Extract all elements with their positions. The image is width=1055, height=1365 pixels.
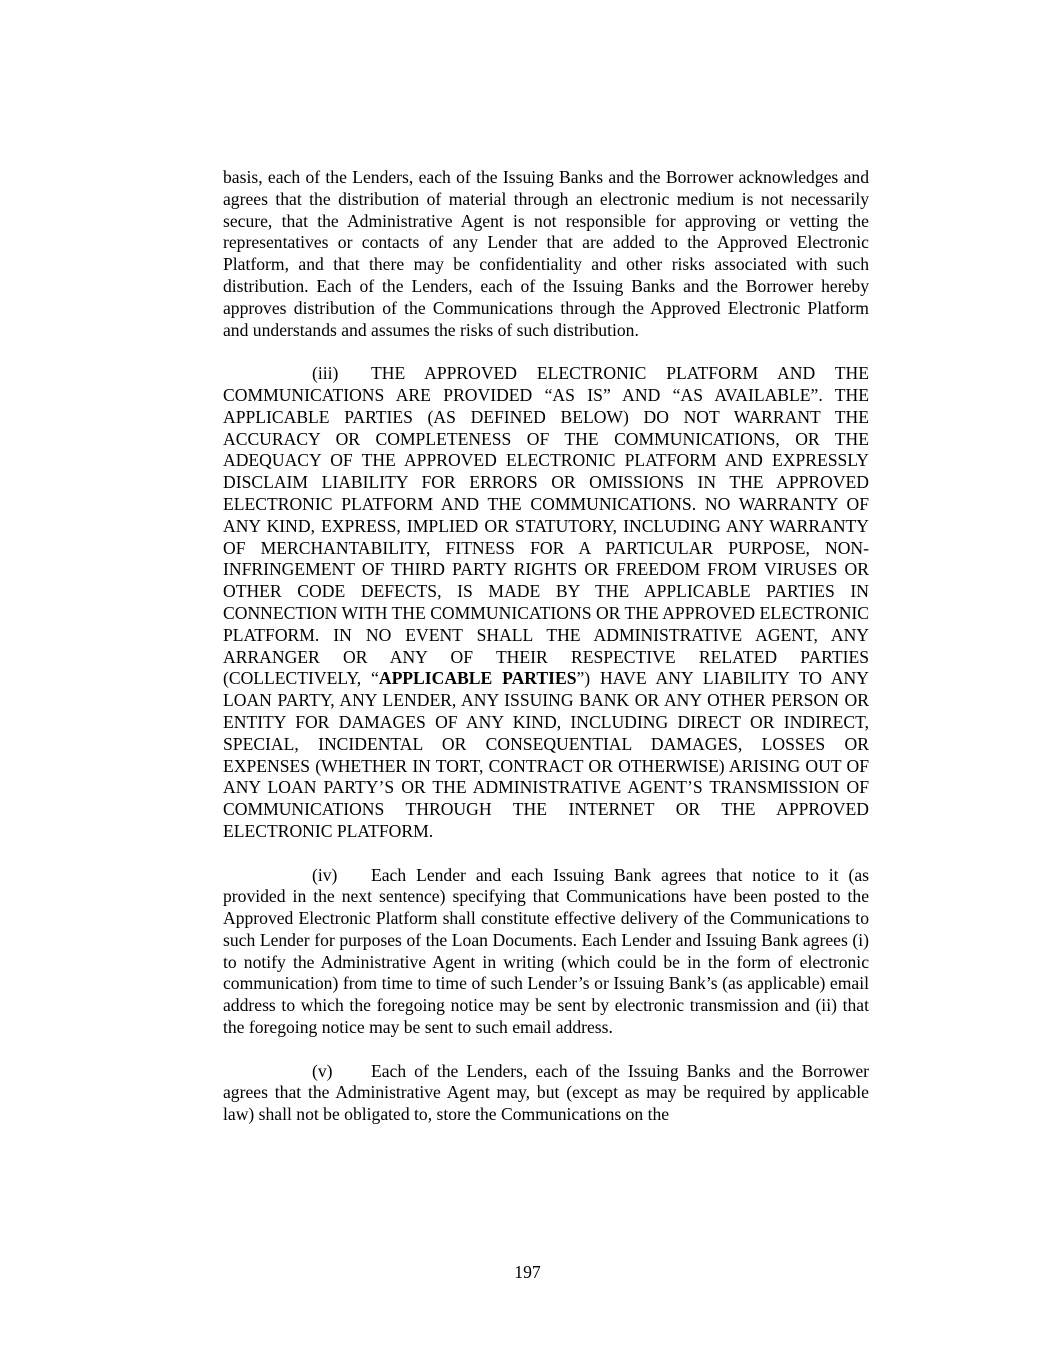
clause-label-v: (v) [312, 1060, 333, 1081]
clause-v-text: Each of the Lenders, each of the Issuing Banks and the Borrower agrees that the Administrative Agent may, but (except as may be required by applicable law) shall not be obligated to, store the Communications on the [223, 1060, 869, 1125]
clause-label-iii: (iii) [312, 363, 339, 384]
clause-iii-text-b: ”) HAVE ANY LIABILITY TO ANY LOAN PARTY, ANY LENDER, ANY ISSUING BANK OR ANY OTHER PERSON OR ENTITY FOR DAMAGES OF ANY KIND, INCLUDING DIRECT OR INDIRECT, SPECIAL, INCIDENTAL OR CONSEQUENTIAL DAMAGES, LOSSES OR EXPENSES (WHETHER IN TORT, CONTRACT OR OTHERWISE) ARISING OUT OF ANY LOAN PARTY’S OR THE ADMINISTRATIVE AGENT’S TRANSMISSION OF COMMUNICATIONS THROUGH THE INTERNET OR THE APPROVED ELECTRONIC PLATFORM. [223, 668, 869, 841]
clause-iii-text-a: THE APPROVED ELECTRONIC PLATFORM AND THE COMMUNICATIONS ARE PROVIDED “AS IS” AND “AS AVAILABLE”. THE APPLICABLE PARTIES (AS DEFINED BELOW) DO NOT WARRANT THE ACCURACY OR COMPLETENESS OF THE COMMUNICATIONS, OR THE ADEQUACY OF THE APPROVED ELECTRONIC PLATFORM AND EXPRESSLY DISCLAIM LIABILITY FOR ERRORS OR OMISSIONS IN THE APPROVED ELECTRONIC PLATFORM AND THE COMMUNICATIONS. NO WARRANTY OF ANY KIND, EXPRESS, IMPLIED OR STATUTORY, INCLUDING ANY WARRANTY OF MERCHANTABILITY, FITNESS FOR A PARTICULAR PURPOSE, NON-INFRINGEMENT OF THIRD PARTY RIGHTS OR FREEDOM FROM VIRUSES OR OTHER CODE DEFECTS, IS MADE BY THE APPLICABLE PARTIES IN CONNECTION WITH THE COMMUNICATIONS OR THE APPROVED ELECTRONIC PLATFORM. IN NO EVENT SHALL THE ADMINISTRATIVE AGENT, ANY ARRANGER OR ANY OF THEIR RESPECTIVE RELATED PARTIES (COLLECTIVELY, “ [223, 363, 869, 689]
clause-label-iv: (iv) [312, 864, 338, 885]
defined-term-applicable-parties: APPLICABLE PARTIES [378, 668, 577, 689]
paragraph-iv-notice [223, 865, 869, 1039]
clause-iv-text: Each Lender and each Issuing Bank agrees that notice to it (as provided in the next sentence) specifying that Communications have been posted to the Approved Electronic Platform shall constitute effective delivery of the Communications to such Lender for purposes of the Loan Documents. Each Lender and Issuing Bank agrees (i) to notify the Administrative Agent in writing (which could be in the form of electronic communication) from time to time of such Lender’s or Issuing Bank’s (as applicable) email address to which the foregoing notice may be sent by electronic transmission and (ii) that the foregoing notice may be sent to such email address. [223, 864, 869, 1038]
paragraph-iii-disclaimer [223, 363, 869, 843]
page-number: 197 [514, 1262, 541, 1282]
document-body [223, 167, 869, 1126]
paragraph-v-storage [223, 1061, 869, 1126]
paragraph-continuation: basis, each of the Lenders, each of the Issuing Banks and the Borrower acknowledges and agrees that the distribution of material through an electronic medium is not necessarily secure, that the Administrative Agent is not responsible for approving or vetting the representatives or contacts of any Lender that are added to the Approved Electronic Platform, and that there may be confidentiality and other risks associated with such distribution. Each of the Lenders, each of the Issuing Banks and the Borrower hereby approves distribution of the Communications through the Approved Electronic Platform and understands and assumes the risks of such distribution. [223, 167, 869, 340]
